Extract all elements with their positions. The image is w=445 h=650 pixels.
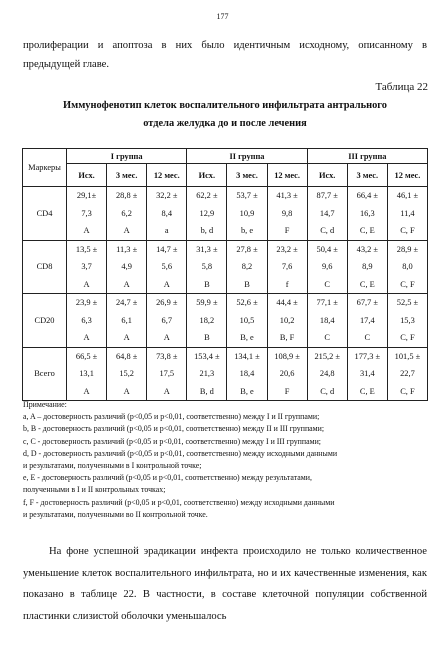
table-cell: b, d <box>187 222 227 240</box>
table-cell: C <box>307 276 347 294</box>
table-cell: A <box>107 383 147 401</box>
table-row <box>23 240 428 258</box>
table-cell: 134,1 ± <box>227 347 267 365</box>
table-cell: 17,5 <box>147 365 187 383</box>
table-cell: C, F <box>387 383 427 401</box>
table-cell: 31,4 <box>347 365 387 383</box>
table-row <box>23 205 428 223</box>
table-row <box>23 187 428 205</box>
note-line: c, C - достоверность различий (p<0,05 и p<0,01, соответственно) между I и III группами; <box>23 436 322 446</box>
table-cell: 22,7 <box>387 365 427 383</box>
note-line: b, B - достоверность различий (p<0,05 и p<0,01, соответственно) между II и III группами; <box>23 424 325 434</box>
table-cell: 52,6 ± <box>227 294 267 312</box>
table-cell: 20,6 <box>267 365 307 383</box>
table-cell: 27,8 ± <box>227 240 267 258</box>
table-cell: C, d <box>307 383 347 401</box>
table-cell: 101,5 ± <box>387 347 427 365</box>
table-cell: B <box>227 276 267 294</box>
table-cell: 8,2 <box>227 258 267 276</box>
table-cell: 31,3 ± <box>187 240 227 258</box>
table-cell: C, F <box>387 276 427 294</box>
group-header-3: III группа <box>307 149 427 164</box>
table-cell: 3,7 <box>67 258 107 276</box>
table-cell: C, E <box>347 276 387 294</box>
table-cell: 41,3 ± <box>267 187 307 205</box>
table-cell: f <box>267 276 307 294</box>
table-cell: B, F <box>267 329 307 347</box>
note-line: и результатами, полученными во II контрольной точке. <box>23 509 208 519</box>
table-row <box>23 222 428 240</box>
marker-cell: Всего <box>23 347 67 401</box>
table-cell: 11,4 <box>387 205 427 223</box>
table-cell: 66,5 ± <box>67 347 107 365</box>
table-cell: F <box>267 383 307 401</box>
table-cell: 24,7 ± <box>107 294 147 312</box>
table-cell: 4,9 <box>107 258 147 276</box>
subheader-cell: 3 мес. <box>227 164 267 187</box>
table-row <box>23 258 428 276</box>
marker-cell: CD4 <box>23 187 67 241</box>
subheader-cell: 12 мес. <box>147 164 187 187</box>
table-cell: a <box>147 222 187 240</box>
marker-cell: CD20 <box>23 294 67 348</box>
note-line: d, D - достоверность различий (p<0,05 и p<0,01, соответственно) между исходными данными <box>23 448 338 458</box>
group-header-2: II группа <box>187 149 307 164</box>
table-cell: C, F <box>387 329 427 347</box>
note-line: e, E - достоверность различий (p<0,05 и p<0,01, соответственно) между результатами, <box>23 473 312 483</box>
table-cell: 12,9 <box>187 205 227 223</box>
immunophenotype-table <box>22 148 428 401</box>
table-cell: 13,5 ± <box>67 240 107 258</box>
table-cell: 11,3 ± <box>107 240 147 258</box>
table-cell: B, d <box>187 383 227 401</box>
table-cell: 8,0 <box>387 258 427 276</box>
table-cell: b, e <box>227 222 267 240</box>
table-cell: 18,4 <box>227 365 267 383</box>
table-cell: 215,2 ± <box>307 347 347 365</box>
table-cell: A <box>147 383 187 401</box>
table-cell: 50,4 ± <box>307 240 347 258</box>
table-cell: 8,9 <box>347 258 387 276</box>
table-label: Таблица 22 <box>375 81 428 93</box>
markers-header: Маркеры <box>23 149 67 187</box>
table-cell: 18,4 <box>307 312 347 330</box>
note-line: и результатами, полученными в I контрольной точке; <box>23 461 202 471</box>
table-cell: B, e <box>227 383 267 401</box>
table-cell: 66,4 ± <box>347 187 387 205</box>
table-cell: 73,8 ± <box>147 347 187 365</box>
table-cell: A <box>107 329 147 347</box>
table-cell: A <box>107 276 147 294</box>
subheader-cell: 3 мес. <box>107 164 147 187</box>
table-cell: A <box>67 383 107 401</box>
table-cell: 23,2 ± <box>267 240 307 258</box>
marker-cell: CD8 <box>23 240 67 294</box>
table-cell: 6,2 <box>107 205 147 223</box>
table-cell: 10,9 <box>227 205 267 223</box>
table-cell: B, e <box>227 329 267 347</box>
subheader-cell: Исх. <box>67 164 107 187</box>
note-line: полученными в I и II контрольных точках; <box>23 485 166 495</box>
table-cell: A <box>107 222 147 240</box>
table-cell: 77,1 ± <box>307 294 347 312</box>
table-cell: 52,5 ± <box>387 294 427 312</box>
table-cell: 53,7 ± <box>227 187 267 205</box>
table-notes <box>23 399 427 521</box>
table-cell: 87,7 ± <box>307 187 347 205</box>
table-cell: C, d <box>307 222 347 240</box>
table-cell: 15,2 <box>107 365 147 383</box>
table-cell: 108,9 ± <box>267 347 307 365</box>
intro-paragraph: пролиферации и апоптоза в них было идентичным исходному, описанному в предыдущей главе. <box>23 40 427 70</box>
table-cell: 43,2 ± <box>347 240 387 258</box>
subheader-cell: 12 мес. <box>387 164 427 187</box>
table-cell: 28,9 ± <box>387 240 427 258</box>
table-cell: 10,2 <box>267 312 307 330</box>
table-cell: 17,4 <box>347 312 387 330</box>
table-row <box>23 383 428 401</box>
table-cell: 15,3 <box>387 312 427 330</box>
table-cell: A <box>67 329 107 347</box>
table-row <box>23 329 428 347</box>
table-cell: A <box>147 329 187 347</box>
table-cell: 26,9 ± <box>147 294 187 312</box>
table-cell: 67,7 ± <box>347 294 387 312</box>
table-cell: 59,9 ± <box>187 294 227 312</box>
page-number: 177 <box>216 12 229 21</box>
table-cell: C, E <box>347 222 387 240</box>
table-cell: C, F <box>387 222 427 240</box>
note-line: Примечание: <box>23 400 67 409</box>
table-cell: 21,3 <box>187 365 227 383</box>
subheader-cell: Исх. <box>307 164 347 187</box>
table-cell: 5,8 <box>187 258 227 276</box>
table-cell: 8,4 <box>147 205 187 223</box>
table-cell: 7,3 <box>67 205 107 223</box>
table-cell: 62,2 ± <box>187 187 227 205</box>
table-cell: 6,1 <box>107 312 147 330</box>
table-cell: 10,5 <box>227 312 267 330</box>
table-cell: 6,3 <box>67 312 107 330</box>
table-cell: 177,3 ± <box>347 347 387 365</box>
table-cell: 16,3 <box>347 205 387 223</box>
table-cell: 18,2 <box>187 312 227 330</box>
table-cell: C <box>347 329 387 347</box>
table-cell: 24,8 <box>307 365 347 383</box>
closing-paragraph: На фоне успешной эрадикации инфекта происходило не только количественное уменьшение клеток воспалительного инфильтрата, но и их качественные изменения, как показано в таблице 22. В частности, в составе клеточной популяции собственной пластинки слизистой оболочки уменьшалось <box>23 546 427 623</box>
table-cell: 9,8 <box>267 205 307 223</box>
table-cell: 28,8 ± <box>107 187 147 205</box>
table-cell: C, E <box>347 383 387 401</box>
table-row <box>23 347 428 365</box>
table-row <box>23 365 428 383</box>
table-cell: 46,1 ± <box>387 187 427 205</box>
table-cell: 64,8 ± <box>107 347 147 365</box>
table-row <box>23 294 428 312</box>
table-cell: 9,6 <box>307 258 347 276</box>
table-cell: 14,7 ± <box>147 240 187 258</box>
table-cell: 6,7 <box>147 312 187 330</box>
table-cell: B <box>187 276 227 294</box>
subheader-cell: Исх. <box>187 164 227 187</box>
note-line: f, F - достоверность различий (p<0,05 и p<0,01, соответственно) между исходными данными <box>23 497 335 507</box>
table-title <box>40 97 410 133</box>
subheader-cell: 3 мес. <box>347 164 387 187</box>
table-cell: 14,7 <box>307 205 347 223</box>
table-cell: 32,2 ± <box>147 187 187 205</box>
table-cell: 29,1± <box>67 187 107 205</box>
table-row <box>23 312 428 330</box>
table-cell: 23,9 ± <box>67 294 107 312</box>
table-cell: B <box>187 329 227 347</box>
subheader-row <box>23 164 428 187</box>
group-header-1: I группа <box>67 149 187 164</box>
table-cell: A <box>147 276 187 294</box>
table-title-line-2: отдела желудка до и после лечения <box>143 118 307 129</box>
subheader-cell: 12 мес. <box>267 164 307 187</box>
table-cell: A <box>67 222 107 240</box>
table-row <box>23 276 428 294</box>
table-title-line-1: Иммунофенотип клеток воспалительного инфильтрата антрального <box>63 100 387 111</box>
table-cell: 13,1 <box>67 365 107 383</box>
table-cell: 5,6 <box>147 258 187 276</box>
table-cell: F <box>267 222 307 240</box>
table-cell: 44,4 ± <box>267 294 307 312</box>
table-cell: C <box>307 329 347 347</box>
table-cell: A <box>67 276 107 294</box>
table-cell: 7,6 <box>267 258 307 276</box>
table-cell: 153,4 ± <box>187 347 227 365</box>
note-line: a, A – достоверность различий (p<0,05 и p<0,01, соответственно) между I и II группами; <box>23 412 320 422</box>
